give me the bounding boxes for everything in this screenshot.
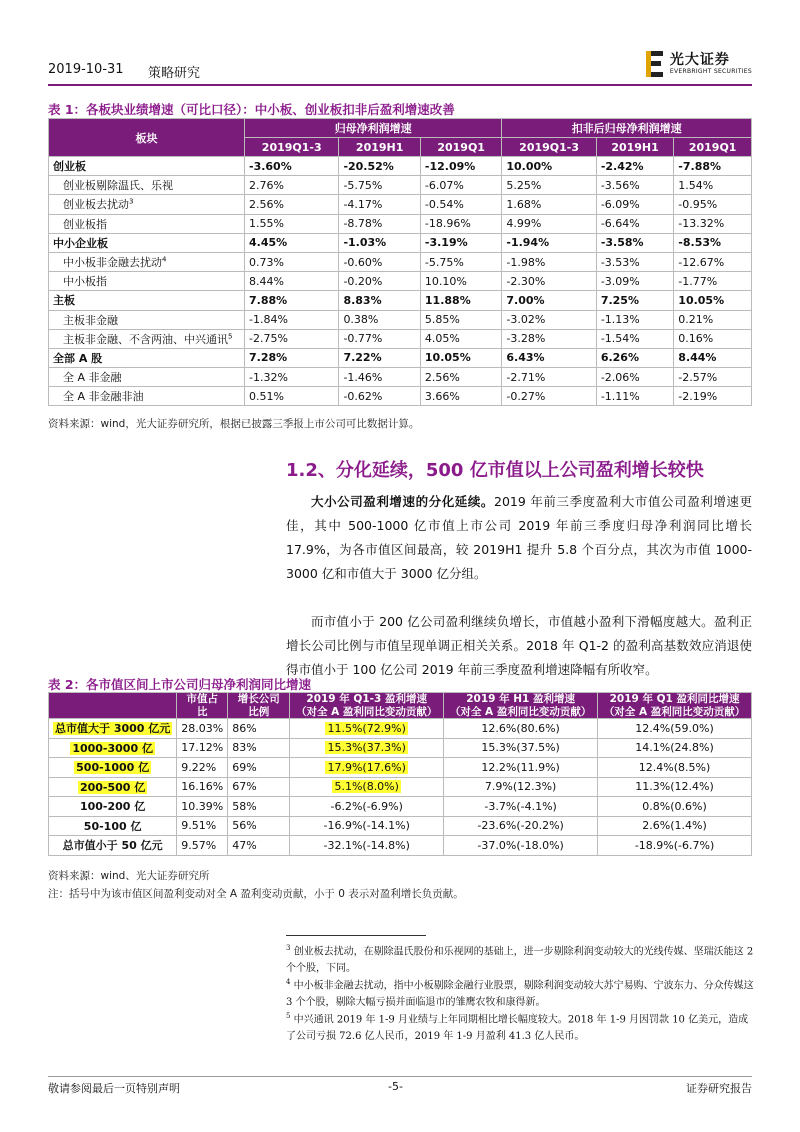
table2-cell-h1: -23.6%(-20.2%)	[444, 816, 598, 836]
table2-col-q13: 2019 年 Q1-3 盈利增速 （对全 A 盈利同比变动贡献）	[290, 693, 444, 719]
table1-cell: 4.45%	[245, 233, 339, 252]
table1-cell: -1.46%	[339, 368, 420, 387]
table1-cell: -2.71%	[502, 368, 596, 387]
table2-cell-ratio: 69%	[228, 758, 290, 778]
table1-cell: -3.53%	[596, 252, 673, 271]
table2-row	[49, 836, 752, 856]
table2-cell-q13: -32.1%(-14.8%)	[290, 836, 444, 856]
table2-cell-share: 28.03%	[177, 719, 228, 739]
page-footer	[48, 1080, 752, 1100]
table2-row-label: 50-100 亿	[49, 816, 177, 836]
table2-cell-ratio: 47%	[228, 836, 290, 856]
page-number: -5-	[388, 1080, 403, 1093]
section-title: 1.2、分化延续，500 亿市值以上公司盈利增长较快	[286, 460, 704, 481]
table1-cell: -6.07%	[420, 176, 501, 195]
table1-cell: 7.22%	[339, 348, 420, 367]
table1-row-label: 创业板指	[49, 214, 245, 233]
paragraph-1	[286, 490, 752, 586]
table2-col-h1: 2019 年 H1 盈利增速 （对全 A 盈利同比变动贡献）	[444, 693, 598, 719]
table1-cell: -3.56%	[596, 176, 673, 195]
table1-cell: -3.02%	[502, 310, 596, 329]
logo-icon	[646, 51, 666, 77]
table1-period-header: 2019Q1-3	[502, 138, 596, 157]
table1-row-label: 全 A 非金融非油	[49, 387, 245, 406]
table1-cell: 0.21%	[674, 310, 752, 329]
table1-row	[49, 195, 752, 214]
table2-cell-ratio: 58%	[228, 797, 290, 817]
table2-row-label: 1000-3000 亿	[49, 738, 177, 758]
table1-cell: 5.25%	[502, 176, 596, 195]
table1-cell: 1.68%	[502, 195, 596, 214]
table1-group-net-profit: 归母净利润增速	[245, 119, 502, 138]
table2-cell-q1: 0.8%(0.6%)	[598, 797, 752, 817]
table2-row-label: 总市值小于 50 亿元	[49, 836, 177, 856]
table1-row	[49, 214, 752, 233]
table2	[48, 692, 752, 856]
table1-cell: -0.60%	[339, 252, 420, 271]
table2-cell-share: 16.16%	[177, 777, 228, 797]
table1-cell: 7.25%	[596, 291, 673, 310]
report-category: 策略研究	[148, 66, 201, 81]
table1-cell: -12.09%	[420, 157, 501, 176]
table1-row-label: 全部 A 股	[49, 348, 245, 367]
footer-divider	[48, 1076, 752, 1077]
table2-col-share: 市值占 比	[177, 693, 228, 719]
table1-cell: -6.64%	[596, 214, 673, 233]
table1-cell: 10.10%	[420, 272, 501, 291]
paragraph-2: 而市值小于 200 亿公司盈利继续负增长，市值越小盈利下滑幅度越大。盈利正增长公司比例与市值呈现单调正相关关系。2018 年 Q1-2 的盈利高基数效应消退使得市值小于 100 亿公司 2019 年前三季度盈利增速降幅有所收窄。	[286, 614, 752, 677]
table1-row-label: 主板	[49, 291, 245, 310]
table2-cell-share: 10.39%	[177, 797, 228, 817]
table1-row-label: 创业板去扰动$^3$	[49, 195, 245, 214]
header-divider	[48, 84, 752, 86]
table2-row-label: 500-1000 亿	[49, 758, 177, 778]
company-logo	[646, 50, 752, 78]
table1-row	[49, 233, 752, 252]
table1-cell: -6.09%	[596, 195, 673, 214]
table1-period-header: 2019Q1	[674, 138, 752, 157]
table2-cell-h1: 12.6%(80.6%)	[444, 719, 598, 739]
table1-cell: -4.17%	[339, 195, 420, 214]
table2-row	[49, 797, 752, 817]
table1-cell: -2.57%	[674, 368, 752, 387]
table2-row-label: 200-500 亿	[49, 777, 177, 797]
table1-cell: -1.94%	[502, 233, 596, 252]
table2-source: 资料来源：wind、光大证券研究所	[48, 870, 210, 882]
table2-cell-q13: 11.5%(72.9%)	[290, 719, 444, 739]
table1-cell: 10.00%	[502, 157, 596, 176]
table1-cell: 6.43%	[502, 348, 596, 367]
table2-cell-ratio: 56%	[228, 816, 290, 836]
table1-cell: -5.75%	[420, 252, 501, 271]
table2-row	[49, 719, 752, 739]
table1-cell: -1.98%	[502, 252, 596, 271]
table1-row	[49, 310, 752, 329]
table1-period-header: 2019H1	[596, 138, 673, 157]
table2-cell-h1: 7.9%(12.3%)	[444, 777, 598, 797]
table1-cell: -1.54%	[596, 329, 673, 348]
table1-cell: -1.13%	[596, 310, 673, 329]
table1-source: 资料来源：wind，光大证券研究所，根据已披露三季报上市公司可比数据计算。	[48, 418, 420, 430]
table1-cell: -0.77%	[339, 329, 420, 348]
table2-cell-h1: 12.2%(11.9%)	[444, 758, 598, 778]
table1-cell: -3.28%	[502, 329, 596, 348]
table2-cell-h1: -37.0%(-18.0%)	[444, 836, 598, 856]
table1-cell: -1.32%	[245, 368, 339, 387]
page-header	[48, 50, 752, 84]
table1-title: 表 1：各板块业绩增速（可比口径）：中小板、创业板扣非后盈利增速改善	[48, 102, 455, 117]
table1-cell: 10.05%	[420, 348, 501, 367]
table2-cell-h1: -3.7%(-4.1%)	[444, 797, 598, 817]
footer-disclaimer: 敬请参阅最后一页特别声明	[48, 1082, 180, 1095]
table2-cell-q1: 11.3%(12.4%)	[598, 777, 752, 797]
table1-row	[49, 329, 752, 348]
table2-cell-share: 9.57%	[177, 836, 228, 856]
table1-cell: 0.51%	[245, 387, 339, 406]
table1-cell: -20.52%	[339, 157, 420, 176]
table2-cell-ratio: 83%	[228, 738, 290, 758]
table1-cell: 4.99%	[502, 214, 596, 233]
table1-row-label: 中小企业板	[49, 233, 245, 252]
table2-cell-q13: 17.9%(17.6%)	[290, 758, 444, 778]
table1-cell: 2.56%	[245, 195, 339, 214]
table1-cell: -1.77%	[674, 272, 752, 291]
table1-cell: 3.66%	[420, 387, 501, 406]
footer-report-type: 证券研究报告	[686, 1082, 752, 1095]
table1-row	[49, 272, 752, 291]
table1-period-header: 2019H1	[339, 138, 420, 157]
table2-cell-share: 17.12%	[177, 738, 228, 758]
table1-cell: 7.28%	[245, 348, 339, 367]
table1-period-header: 2019Q1	[420, 138, 501, 157]
table1-row-label: 创业板剔除温氏、乐视	[49, 176, 245, 195]
table1-cell: 7.88%	[245, 291, 339, 310]
table2-cell-share: 9.51%	[177, 816, 228, 836]
table2-row-label: 100-200 亿	[49, 797, 177, 817]
table2-col-label	[49, 693, 177, 719]
table2-col-growth-ratio: 增长公司 比例	[228, 693, 290, 719]
footnote-divider	[286, 935, 426, 936]
table1-cell: -2.42%	[596, 157, 673, 176]
table1-row-label: 主板非金融	[49, 310, 245, 329]
table2-row	[49, 738, 752, 758]
table1-cell: -2.75%	[245, 329, 339, 348]
table1-cell: -3.19%	[420, 233, 501, 252]
table1-row	[49, 368, 752, 387]
table2-row	[49, 758, 752, 778]
table2-row	[49, 816, 752, 836]
table1-cell: 1.54%	[674, 176, 752, 195]
table1-cell: -2.06%	[596, 368, 673, 387]
table1-cell: 11.88%	[420, 291, 501, 310]
table1-cell: 0.73%	[245, 252, 339, 271]
table1-cell: 7.00%	[502, 291, 596, 310]
table2-row-label: 总市值大于 3000 亿元	[49, 719, 177, 739]
table1-row	[49, 291, 752, 310]
table1-cell: -5.75%	[339, 176, 420, 195]
table1-cell: 0.38%	[339, 310, 420, 329]
logo-name-en: EVERBRIGHT SECURITIES	[669, 68, 752, 75]
table1-row	[49, 157, 752, 176]
table2-cell-q1: 12.4%(59.0%)	[598, 719, 752, 739]
table1-period-header: 2019Q1-3	[245, 138, 339, 157]
table2-cell-q1: 14.1%(24.8%)	[598, 738, 752, 758]
table1-cell: -7.88%	[674, 157, 752, 176]
table2-cell-q1: -18.9%(-6.7%)	[598, 836, 752, 856]
table1-cell: 4.05%	[420, 329, 501, 348]
table1-cell: 2.76%	[245, 176, 339, 195]
table1-cell: 2.56%	[420, 368, 501, 387]
table2-cell-share: 9.22%	[177, 758, 228, 778]
table2-row	[49, 777, 752, 797]
table1-row	[49, 252, 752, 271]
table2-cell-ratio: 86%	[228, 719, 290, 739]
table1-group-deducted-profit: 扣非后归母净利润增速	[502, 119, 752, 138]
table1-row-label: 主板非金融、不含两油、中兴通讯$^5$	[49, 329, 245, 348]
table2-cell-h1: 15.3%(37.5%)	[444, 738, 598, 758]
table1-cell: -0.27%	[502, 387, 596, 406]
table2-cell-q1: 12.4%(8.5%)	[598, 758, 752, 778]
table1-cell: -1.11%	[596, 387, 673, 406]
table1	[48, 118, 752, 406]
footnote-3: $^3$ 创业板去扰动，在剔除温氏股份和乐视网的基础上，进一步剔除利润变动较大的光线传媒、坚瑞沃能这 2 个个股，下同。	[286, 944, 754, 975]
table1-cell: 8.44%	[674, 348, 752, 367]
table1-cell: 6.26%	[596, 348, 673, 367]
table1-col-board: 板块	[49, 119, 245, 157]
table1-cell: -0.62%	[339, 387, 420, 406]
table1-cell: 8.83%	[339, 291, 420, 310]
footnote-5: $^5$ 中兴通讯 2019 年 1-9 月业绩与上年同期相比增长幅度较大。2018 年 1-9 月因罚款 10 亿美元，造成了公司亏损 72.6 亿人民币，2019 年 1-9 月盈利 41.3 亿人民币。	[286, 1012, 749, 1043]
table1-cell: 8.44%	[245, 272, 339, 291]
table1-cell: -0.95%	[674, 195, 752, 214]
table1-cell: -8.53%	[674, 233, 752, 252]
table1-cell: -12.67%	[674, 252, 752, 271]
table1-cell: -13.32%	[674, 214, 752, 233]
table2-cell-ratio: 67%	[228, 777, 290, 797]
table1-cell: -3.09%	[596, 272, 673, 291]
table1-cell: 10.05%	[674, 291, 752, 310]
table2-cell-q13: 15.3%(37.3%)	[290, 738, 444, 758]
table1-cell: -18.96%	[420, 214, 501, 233]
table1-cell: 0.16%	[674, 329, 752, 348]
table1-cell: -1.84%	[245, 310, 339, 329]
table2-note: 注：括号中为该市值区间盈利变动对全 A 盈利变动贡献，小于 0 表示对盈利增长负贡献。	[48, 888, 464, 900]
paragraph-1-lead: 大小公司盈利增速的分化延续。	[311, 494, 494, 509]
table1-row	[49, 176, 752, 195]
table1-cell: 5.85%	[420, 310, 501, 329]
table2-cell-q13: -16.9%(-14.1%)	[290, 816, 444, 836]
table2-cell-q13: 5.1%(8.0%)	[290, 777, 444, 797]
table1-cell: -2.19%	[674, 387, 752, 406]
table2-cell-q13: -6.2%(-6.9%)	[290, 797, 444, 817]
table1-cell: -2.30%	[502, 272, 596, 291]
table1-row-label: 中小板指	[49, 272, 245, 291]
paragraph-1-body: 2019 年前三季度盈利大市值公司盈利增速更佳，其中 500-1000 亿市值上市公司 2019 年前三季度归母净利润同比增长 17.9%，为各市值区间最高，较 2019H1 提升 5.8 个百分点，其次为市值 1000-3000 亿和市值大于 3000 亿分组。	[286, 494, 752, 581]
footnote-4: $^4$ 中小板非金融去扰动，指中小板剔除金融行业股票，剔除利润变动较大苏宁易购、宁波东力、分众传媒这 3 个个股，剔除大幅亏损并面临退市的雏鹰农牧和康得新。	[286, 978, 754, 1009]
table2-col-q1: 2019 年 Q1 盈利同比增速 （对全 A 盈利同比变动贡献）	[598, 693, 752, 719]
table1-row	[49, 387, 752, 406]
table1-cell: -8.78%	[339, 214, 420, 233]
table2-cell-q1: 2.6%(1.4%)	[598, 816, 752, 836]
table2-title: 表 2：各市值区间上市公司归母净利润同比增速	[48, 677, 312, 692]
report-date: 2019-10-31	[48, 62, 124, 77]
table1-cell: -1.03%	[339, 233, 420, 252]
table1-cell: -0.54%	[420, 195, 501, 214]
table1-row-label: 创业板	[49, 157, 245, 176]
table1-cell: -0.20%	[339, 272, 420, 291]
table1-cell: 1.55%	[245, 214, 339, 233]
table1-cell: -3.60%	[245, 157, 339, 176]
logo-name-cn: 光大证券	[669, 52, 730, 68]
table1-row	[49, 348, 752, 367]
table1-cell: -3.58%	[596, 233, 673, 252]
table1-row-label: 中小板非金融去扰动$^4$	[49, 252, 245, 271]
table1-row-label: 全 A 非金融	[49, 368, 245, 387]
